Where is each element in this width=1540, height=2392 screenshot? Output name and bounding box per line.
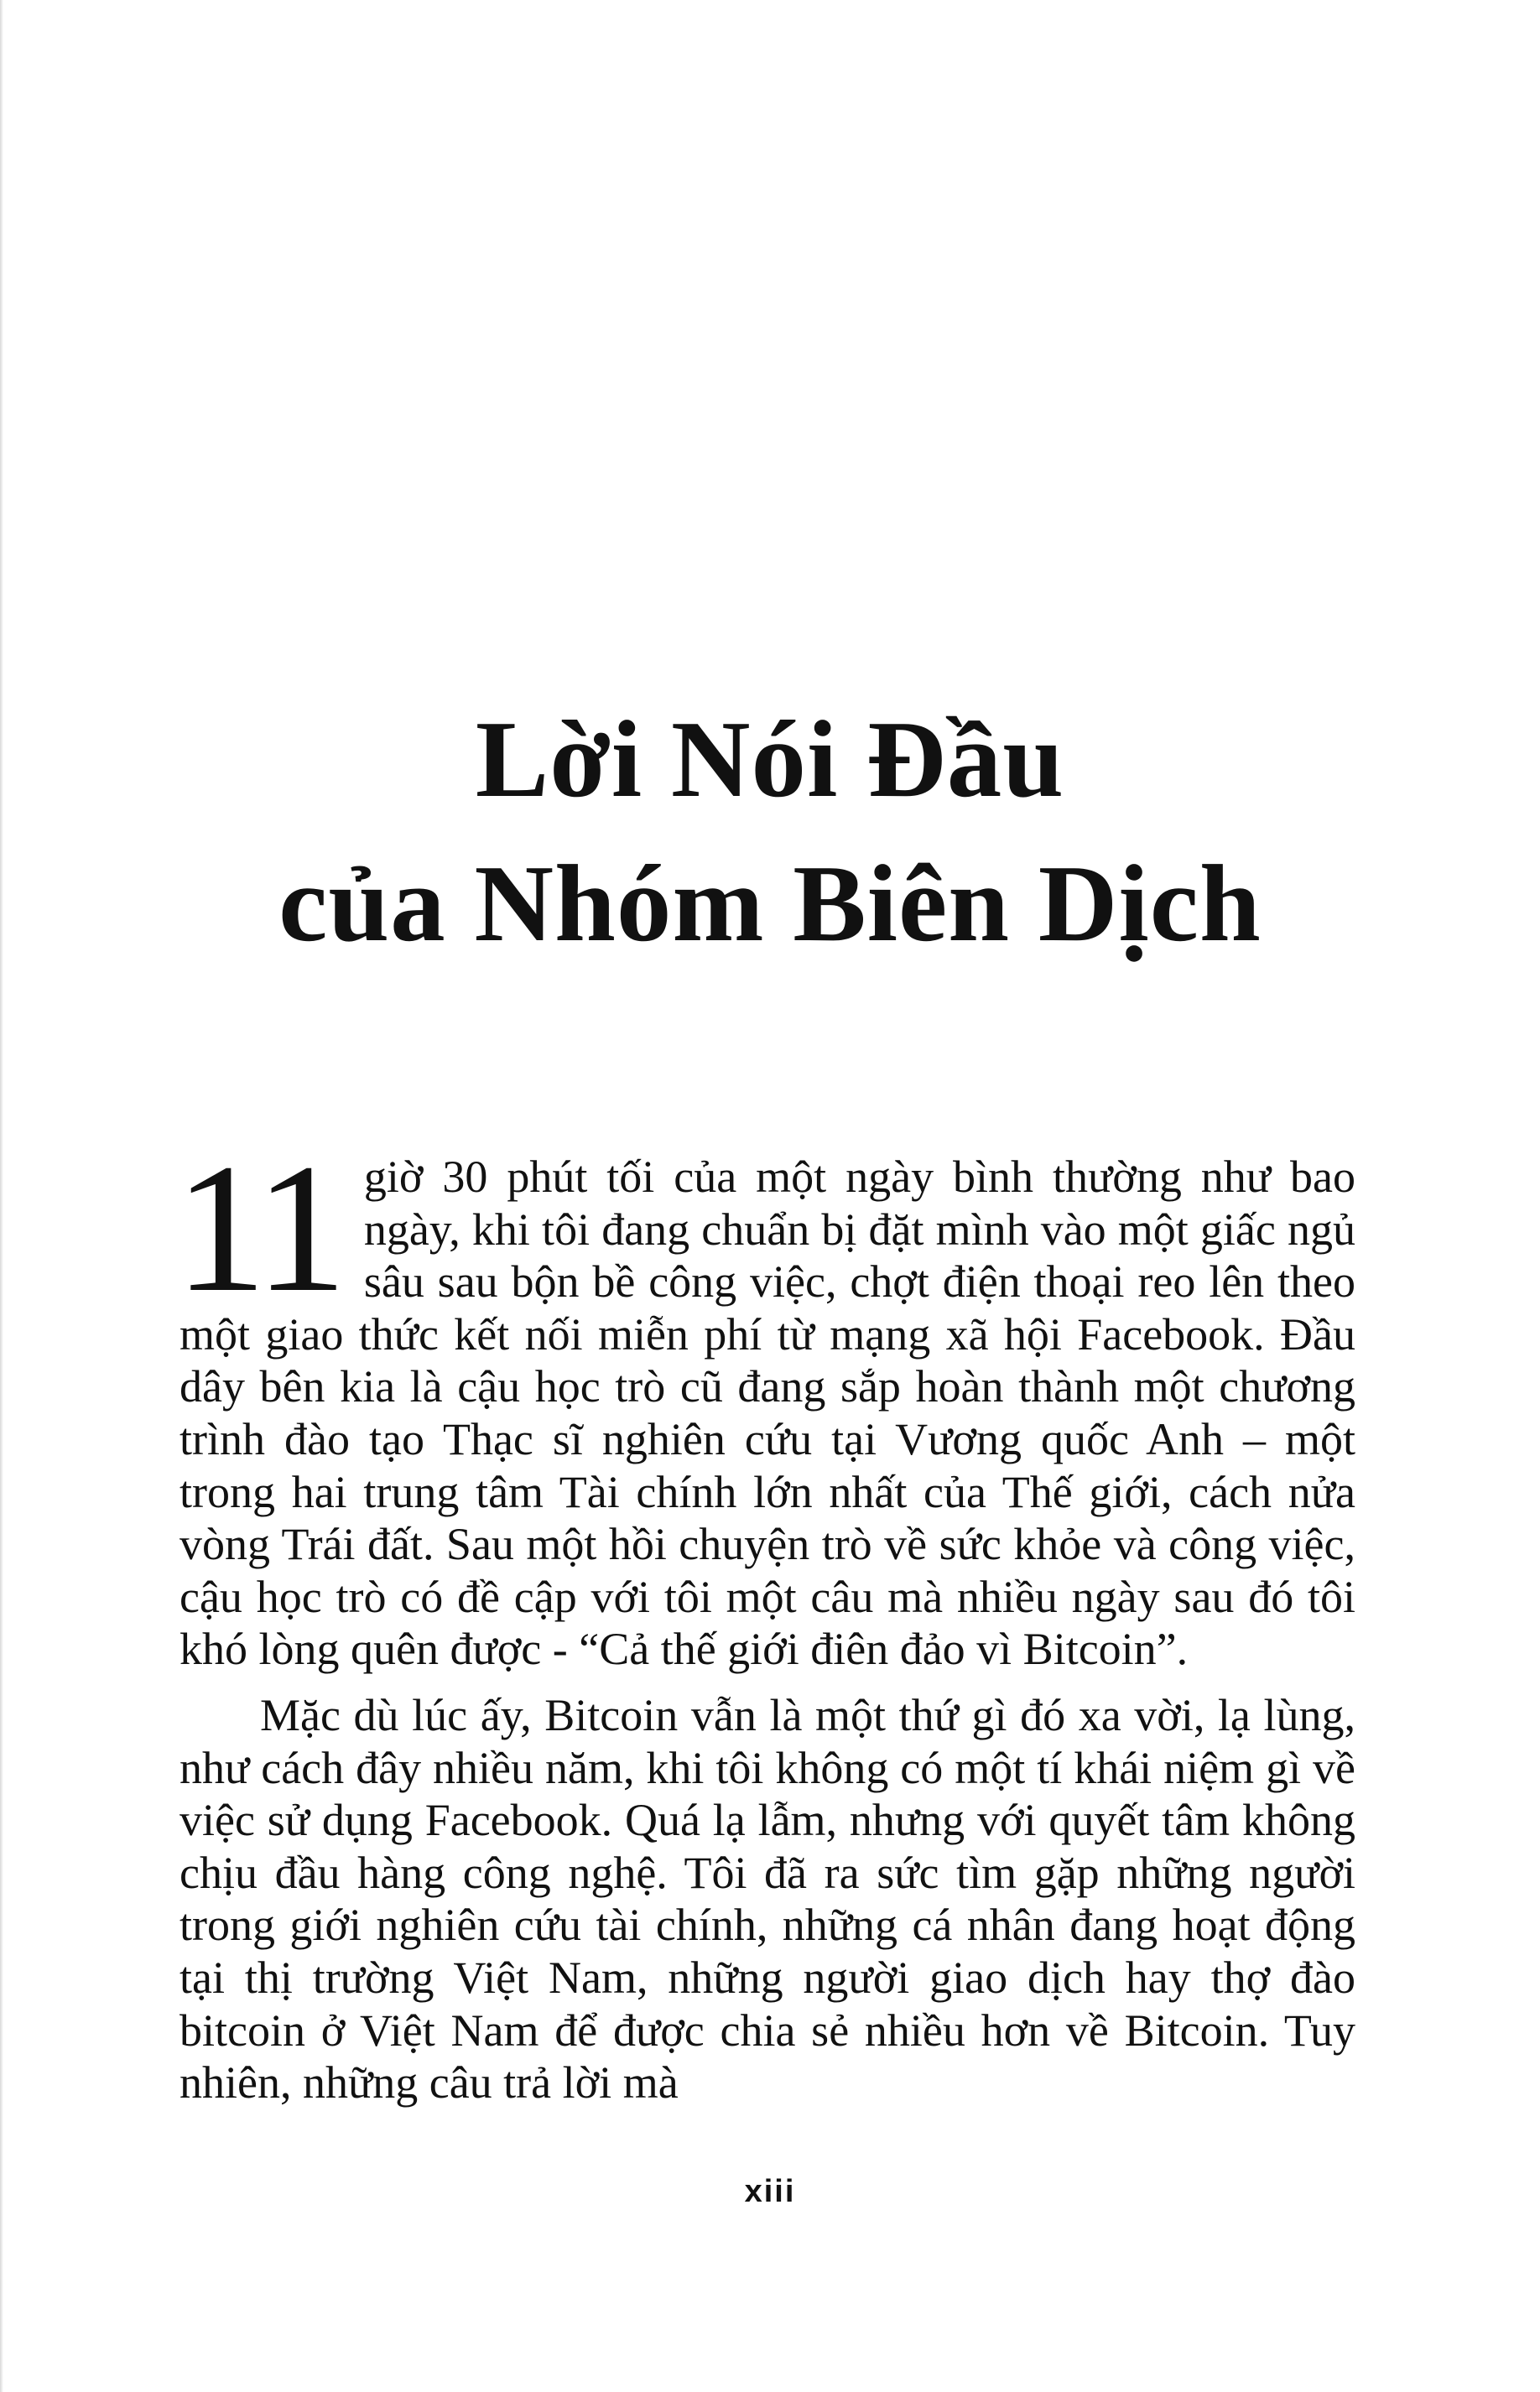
chapter-title-line-2: của Nhóm Biên Dịch: [278, 843, 1262, 965]
body-text: [174, 1126, 1355, 2109]
scan-edge-shadow: [0, 0, 3, 2392]
paragraph-2: [179, 1689, 1355, 2109]
paragraph-2-text: Mặc dù lúc ấy, Bitcoin vẫn là một thứ gì đó xa vời, lạ lùng, như cách đây nhiều năm, khi tôi không có một tí khái niệm gì về việc sử dụng Facebook. Quá lạ lẫm, nhưng với quyết tâm không chịu đầu hàng công nghệ. Tôi đã ra sức tìm gặp những người trong giới nghiên cứu tài chính, những cá nhân đang hoạt động tại thị trường Việt Nam, những người giao dịch hay thợ đào bitcoin ở Việt Nam để được chia sẻ nhiều hơn về Bitcoin. Tuy nhiên, những câu trả lời mà: [179, 1689, 1355, 2109]
page-number: xiii: [744, 2174, 796, 2209]
drop-cap: 11: [174, 1126, 342, 1330]
chapter-title: [0, 688, 1540, 976]
chapter-title-line-1: Lời Nói Đầu: [475, 699, 1065, 820]
paragraph-1-text: giờ 30 phút tối của một ngày bình thường như bao ngày, khi tôi đang chuẩn bị đặt mình vào một giấc ngủ sâu sau bộn bề công việc, chợt điện thoại reo lên theo một giao thức kết nối miễn phí từ mạng xã hội Facebook. Đầu dây bên kia là cậu học trò cũ đang sắp hoàn thành một chương trình đào tạo Thạc sĩ nghiên cứu tại Vương quốc Anh – một trong hai trung tâm Tài chính lớn nhất của Thế giới, cách nửa vòng Trái đất. Sau một hồi chuyện trò về sức khỏe và công việc, cậu học trò có đề cập với tôi một câu mà nhiều ngày sau đó tôi khó lòng quên được - “Cả thế giới điên đảo vì Bitcoin”.: [179, 1152, 1355, 1675]
paragraph-1: [174, 1126, 1355, 1676]
